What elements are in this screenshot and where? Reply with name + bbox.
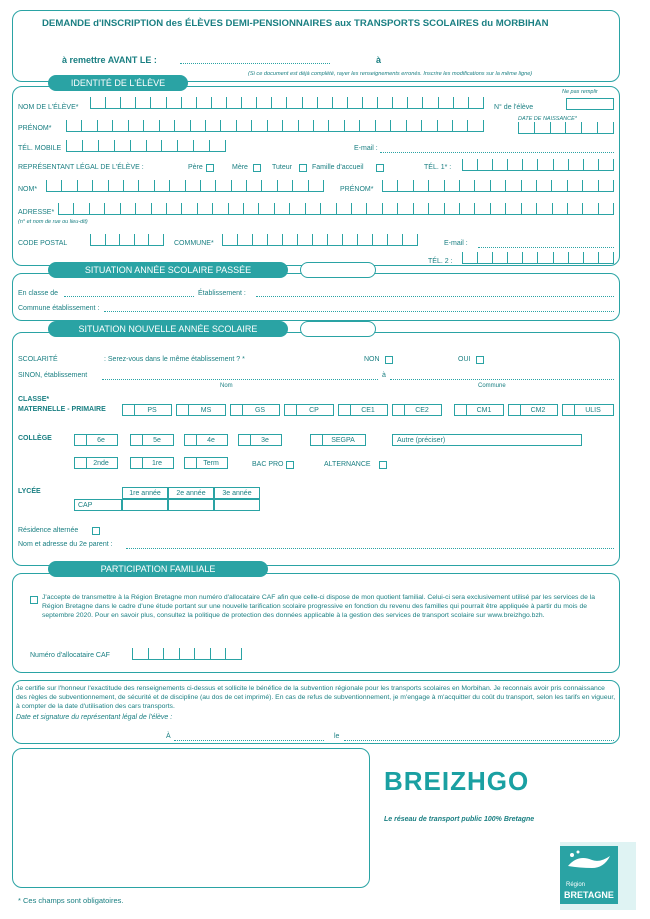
- nom-eleve-label: NOM DE L'ÉLÈVE*: [18, 104, 79, 111]
- commune-caption: Commune: [478, 383, 506, 389]
- nouvelle-section-title: SITUATION NOUVELLE ANNÉE SCOLAIRE: [48, 321, 288, 337]
- lycee-3-cell[interactable]: Term: [184, 457, 228, 469]
- pere-label: Père: [188, 164, 203, 171]
- bretagne-label: BRETAGNE: [564, 890, 614, 900]
- oui-checkbox[interactable]: [476, 356, 484, 364]
- caf-input[interactable]: [132, 648, 242, 660]
- passee-empty-pill: [300, 262, 376, 278]
- famille-accueil-label: Famille d'accueil: [312, 164, 364, 171]
- sinon-a-label: à: [382, 372, 386, 379]
- tel1-input[interactable]: [462, 159, 614, 171]
- nouvelle-frame: [12, 332, 620, 566]
- sinon-etab-input[interactable]: [102, 379, 378, 380]
- classe-ce2-cell[interactable]: CE2: [392, 404, 442, 416]
- date-naissance-input[interactable]: [518, 122, 614, 134]
- alternance-label: ALTERNANCE: [324, 461, 371, 468]
- mere-checkbox[interactable]: [253, 164, 261, 172]
- sig-a-label: À: [166, 733, 171, 740]
- nom-representant-input[interactable]: [46, 180, 324, 192]
- scolarite-question: : Serez-vous dans le même établissement ? *: [104, 356, 245, 363]
- college-label: COLLÈGE: [18, 435, 52, 442]
- prenom-representant-input[interactable]: [382, 180, 614, 192]
- en-classe-label: En classe de: [18, 290, 59, 297]
- non-label: NON: [364, 356, 380, 363]
- region-bretagne-logo: [560, 846, 618, 904]
- ermine-icon: [560, 846, 618, 880]
- region-label: Région: [566, 882, 586, 888]
- sig-le-label: le: [334, 733, 340, 740]
- pere-checkbox[interactable]: [206, 164, 214, 172]
- college-4-cell[interactable]: 3e: [238, 434, 282, 446]
- brand-tagline: Le réseau de transport public 100% Bretagne: [384, 816, 535, 823]
- lycee-header-1: 1re année: [122, 487, 168, 499]
- classe-gs-cell[interactable]: GS: [230, 404, 280, 416]
- college-2-cell[interactable]: 5e: [130, 434, 174, 446]
- remettre-label: à remettre AVANT LE :: [62, 55, 157, 65]
- lycee-1-cell[interactable]: 2nde: [74, 457, 118, 469]
- lycee-label: LYCÉE: [18, 488, 41, 495]
- tel1-label: TÉL. 1* :: [424, 164, 452, 171]
- header-note: (Si ce document est déjà complété, rayer les renseignements erronés. Inscrire les modifications sur la même ligne): [248, 71, 533, 77]
- participation-checkbox[interactable]: [30, 596, 38, 604]
- college-5-cell[interactable]: SEGPA: [310, 434, 366, 446]
- classe-ps-cell[interactable]: PS: [122, 404, 172, 416]
- adresse-label: ADRESSE*: [18, 209, 55, 216]
- commune-input[interactable]: [222, 234, 418, 246]
- classe-ms-cell[interactable]: MS: [176, 404, 226, 416]
- maternelle-label: MATERNELLE - PRIMAIRE: [18, 406, 106, 413]
- email2-input[interactable]: [478, 247, 614, 248]
- bac-pro-checkbox[interactable]: [286, 461, 294, 469]
- ne-pas-remplir: Ne pas remplir: [562, 89, 598, 95]
- participation-section-title: PARTICIPATION FAMILIALE: [48, 561, 268, 577]
- residence-checkbox[interactable]: [92, 527, 100, 535]
- autre-preciser-input[interactable]: Autre (préciser): [392, 434, 582, 446]
- lycee-header-3: 3e année: [214, 487, 260, 499]
- college-1-cell[interactable]: 6e: [74, 434, 118, 446]
- classe-cm2-cell[interactable]: CM2: [508, 404, 558, 416]
- nouvelle-empty-pill: [300, 321, 376, 337]
- lycee-header-2: 2e année: [168, 487, 214, 499]
- alternance-checkbox[interactable]: [379, 461, 387, 469]
- cap-year3-input[interactable]: [214, 499, 260, 511]
- classe-cm1-cell[interactable]: CM1: [454, 404, 504, 416]
- adresse-input[interactable]: [58, 203, 614, 215]
- nom-eleve-input[interactable]: [90, 97, 484, 109]
- lycee-2-cell[interactable]: 1re: [130, 457, 174, 469]
- etablissement-label: Établissement :: [198, 290, 246, 297]
- email-input[interactable]: [380, 152, 614, 153]
- signature-box[interactable]: [12, 748, 370, 888]
- prenom-label: PRÉNOM*: [18, 125, 52, 132]
- sinon-commune-input[interactable]: [390, 379, 614, 380]
- classe-ulis-cell[interactable]: ULIS: [562, 404, 614, 416]
- cap-label: CAP: [74, 499, 122, 511]
- representant-label: REPRÉSENTANT LÉGAL DE L'ÉLÈVE :: [18, 164, 144, 171]
- nom-representant-label: NOM*: [18, 186, 38, 193]
- sig-a-input[interactable]: [174, 740, 324, 741]
- email-label: E-mail :: [354, 145, 378, 152]
- tel-mobile-input[interactable]: [66, 140, 226, 152]
- page-title: DEMANDE d'INSCRIPTION des ÉLÈVES DEMI-PENSIONNAIRES aux TRANSPORTS SCOLAIRES du MORBIHAN: [42, 18, 549, 29]
- classe-ce1-cell[interactable]: CE1: [338, 404, 388, 416]
- code-postal-input[interactable]: [90, 234, 164, 246]
- tel2-label: TÉL. 2 :: [428, 258, 453, 265]
- tel-mobile-label: TÉL. MOBILE: [18, 145, 62, 152]
- nom-caption: Nom: [220, 383, 233, 389]
- nom-adresse-parent-label: Nom et adresse du 2e parent :: [18, 541, 113, 548]
- tel2-input[interactable]: [462, 252, 614, 264]
- college-3-cell[interactable]: 4e: [184, 434, 228, 446]
- classe-label: CLASSE*: [18, 396, 50, 403]
- oui-label: OUI: [458, 356, 471, 363]
- date-sig-label: Date et signature du représentant légal de l'élève :: [16, 714, 173, 721]
- tuteur-checkbox[interactable]: [299, 164, 307, 172]
- nom-adresse-parent-input[interactable]: [126, 548, 614, 549]
- residence-label: Résidence alternée: [18, 527, 79, 534]
- en-classe-input[interactable]: [64, 296, 194, 297]
- scolarite-label: SCOLARITÉ: [18, 356, 58, 363]
- cap-year1-input[interactable]: [122, 499, 168, 511]
- certif-text: Je certifie sur l'honneur l'exactitude des renseignements ci-dessus et sollicite le bénéfice de la subvention régionale pour les transports scolaires en Morbihan. Je reconnais avoir pris connaissance des règles de subventionnement, de sécurité et de discipline (au dos de cet imprimé). En cas de refus de subventionnement, je m'engage à m'acquitter du coût du transport, selon les tarifs en vigueur, à compter de la date d'utilisation des cars transports.: [16, 685, 616, 711]
- etablissement-input[interactable]: [256, 296, 614, 297]
- passee-frame: [12, 273, 620, 321]
- passee-section-title: SITUATION ANNÉE SCOLAIRE PASSÉE: [48, 262, 288, 278]
- bac-pro-label: BAC PRO: [252, 461, 284, 468]
- mere-label: Mère: [232, 164, 248, 171]
- commune-etab-label: Commune établissement :: [18, 305, 100, 312]
- tuteur-label: Tuteur: [272, 164, 292, 171]
- sinon-label: SINON, établissement: [18, 372, 88, 379]
- num-eleve-label: N° de l'élève: [494, 104, 534, 111]
- prenom-representant-label: PRÉNOM*: [340, 186, 374, 193]
- prenom-input[interactable]: [66, 120, 484, 132]
- non-checkbox[interactable]: [385, 356, 393, 364]
- cap-year2-input[interactable]: [168, 499, 214, 511]
- commune-etab-input[interactable]: [104, 311, 614, 312]
- identite-section-title: IDENTITÉ DE L'ÉLÈVE: [48, 75, 188, 91]
- breizhgo-logo: BREIZHGO: [384, 766, 530, 796]
- participation-text: J'accepte de transmettre à la Région Bretagne mon numéro d'allocataire CAF afin que celle-ci dispose de mon quotient familial. Celui-ci sera exclusivement utilisé par les services de la Région Bretagne dans le cadre d'une étude portant sur une nouvelle tarification scolaire progressive en fonction du revenu des familles qui pourrait être appliquée à partir du mois de septembre 2020. Pour en savoir plus, consultez la politique de protection des données applicable à la gestion des services de transport scolaire sur www.breizhgo.bzh.: [42, 594, 596, 620]
- commune-label: COMMUNE*: [174, 240, 214, 247]
- classe-cp-cell[interactable]: CP: [284, 404, 334, 416]
- footer-note: * Ces champs sont obligatoires.: [18, 896, 124, 905]
- date-naissance-label: DATE DE NAISSANCE*: [518, 116, 577, 122]
- sig-le-input[interactable]: [344, 740, 614, 741]
- adresse-note: (n° et nom de rue ou lieu-dit): [18, 219, 88, 225]
- num-eleve-input[interactable]: [566, 98, 614, 110]
- famille-accueil-checkbox[interactable]: [376, 164, 384, 172]
- code-postal-label: CODE POSTAL: [18, 240, 68, 247]
- caf-label: Numéro d'allocataire CAF: [30, 652, 110, 659]
- email2-label: E-mail :: [444, 240, 468, 247]
- remettre-a-label: à: [376, 55, 382, 65]
